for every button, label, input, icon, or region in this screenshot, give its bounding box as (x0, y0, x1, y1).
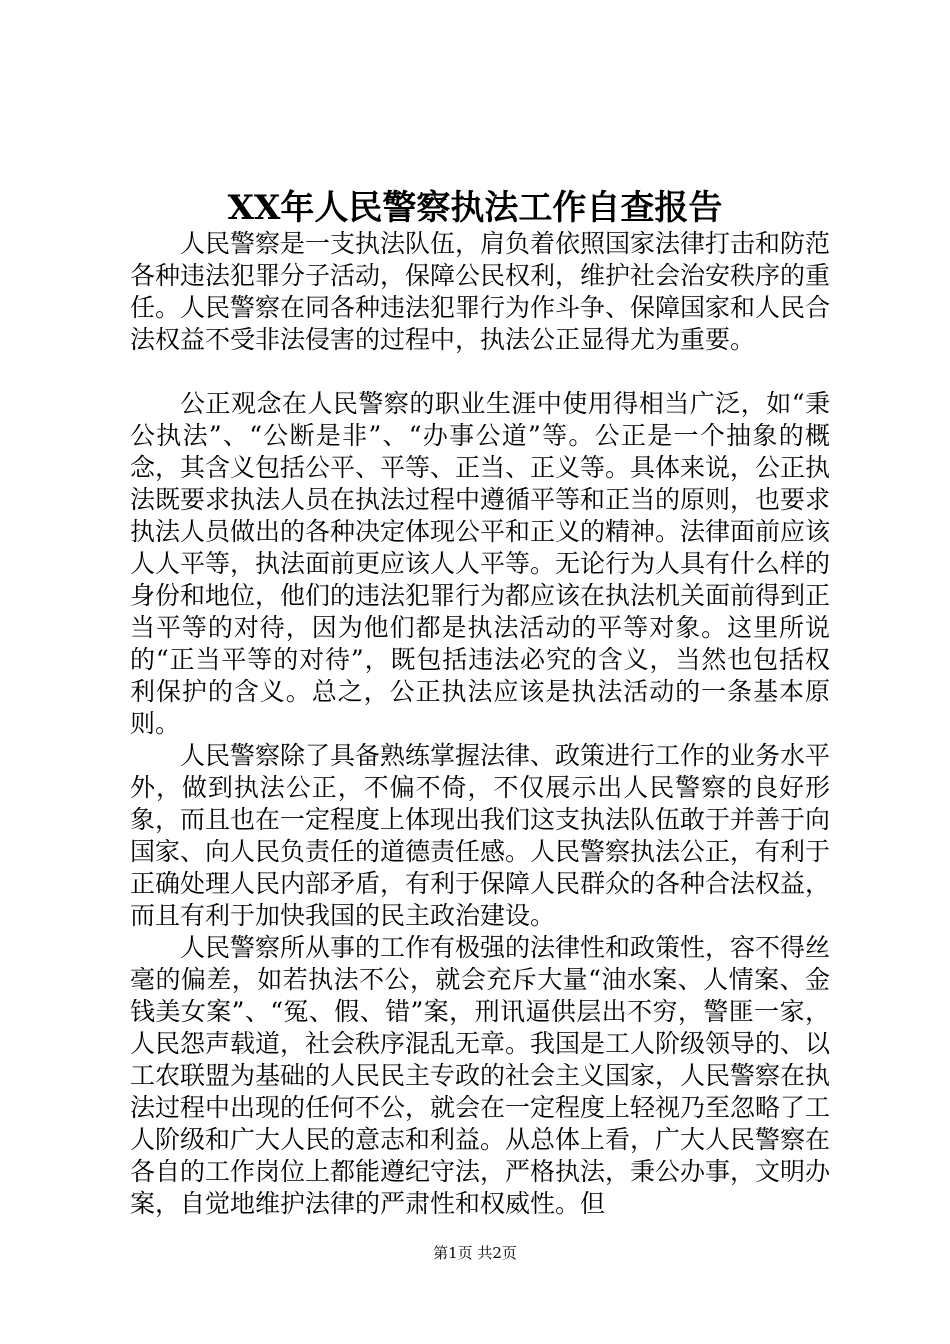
document-body (130, 228, 830, 1220)
page-number-footer: 第1页 共2页 (433, 1244, 517, 1262)
paragraph-intro: 人民警察是一支执法队伍，肩负着依照国家法律打击和防范各种违法犯罪分子活动，保障公民权利，维护社会治安秩序的重任。人民警察在同各种违法犯罪行为作斗争、保障国家和人民合法权益不受非法侵害的过程中，执法公正显得尤为重要。 (130, 229, 831, 354)
paragraph-legal-nature: 人民警察所从事的工作有极强的法律性和政策性，容不得丝毫的偏差，如若执法不公，就会充斥大量“油水案、人情案、金钱美女案”、“冤、假、错”案，刑讯逼供层出不穷，警匪一家，人民怨声载道，社会秩序混乱无章。我国是工人阶级领导的、以工农联盟为基础的人民民主专政的社会主义国家，人民警察在执法过程中出现的任何不公，就会在一定程度上轻视乃至忽略了工人阶级和广大人民的意志和利益。从总体上看，广大人民警察在各自的工作岗位上都能遵纪守法，严格执法，秉公办事，文明办案，自觉地维护法律的严肃性和权威性。但 (130, 933, 831, 1218)
paragraph-fairness-concept: 公正观念在人民警察的职业生涯中使用得相当广泛，如“秉公执法”、“公断是非”、“办事公道”等。公正是一个抽象的概念，其含义包括公平、平等、正当、正义等。具体来说，公正执法既要求执法人员在执法过程中遵循平等和正当的原则，也要求执法人员做出的各种决定体现公平和正义的精神。法律面前应该人人平等，执法面前更应该人人平等。无论行为人具有什么样的身份和地位，他们的违法犯罪行为都应该在执法机关面前得到正当平等的对待，因为他们都是执法活动的平等对象。这里所说的“正当平等的对待”，既包括违法必究的含义，当然也包括权利保护的含义。总之，公正执法应该是执法活动的一条基本原则。 (130, 389, 831, 738)
paragraph-fairness-benefits: 人民警察除了具备熟练掌握法律、政策进行工作的业务水平外，做到执法公正，不偏不倚，不仅展示出人民警察的良好形象，而且也在一定程度上体现出我们这支执法队伍敢于并善于向国家、向人民负责任的道德责任感。人民警察执法公正，有利于正确处理人民内部矛盾，有利于保障人民群众的各种合法权益，而且有利于加快我国的民主政治建设。 (130, 741, 831, 930)
document-title: XX年人民警察执法工作自查报告 (227, 188, 723, 228)
